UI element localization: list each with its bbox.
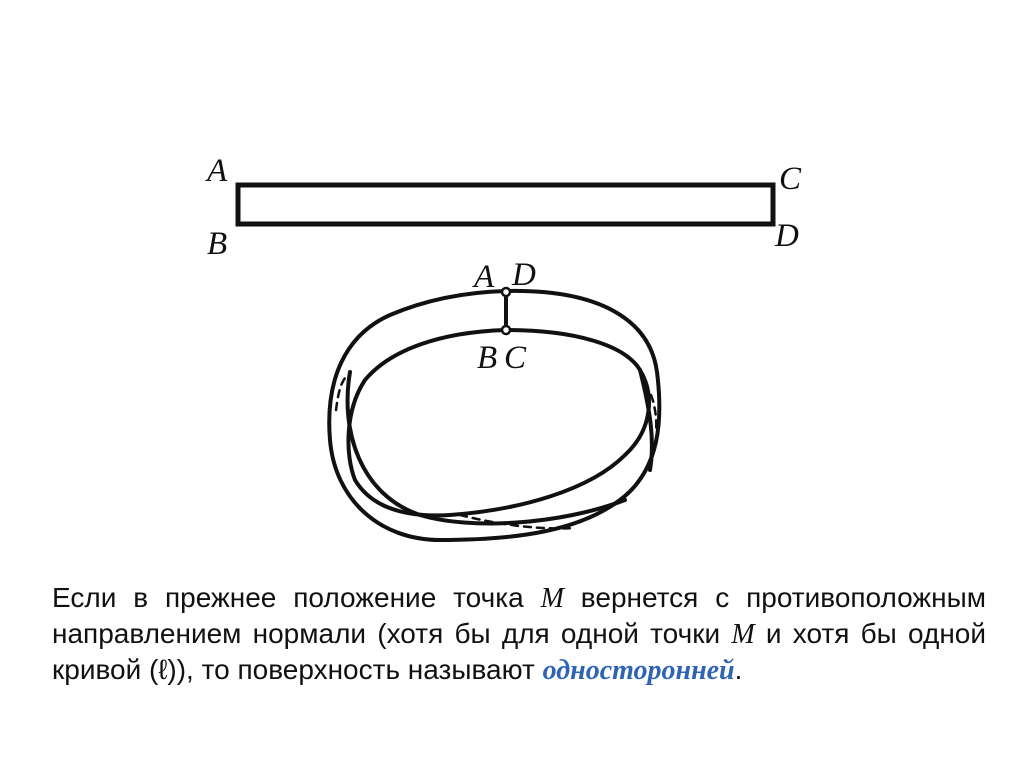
ring-point-bc (502, 326, 510, 334)
label-strip-c: C (779, 161, 802, 197)
caption-part-2: вернется с противоположным направлением нормали (хотя бы для одной точки (52, 582, 986, 649)
ring-point-ad (502, 288, 510, 296)
flat-strip (238, 185, 773, 224)
ring-inner-edge (348, 330, 649, 515)
label-ring-d: D (512, 257, 536, 293)
caption-part-3: и хотя бы одной кривой (ℓ)), то поверхность называют (52, 618, 986, 685)
mobius-ring (329, 288, 659, 540)
label-strip-b: B (207, 226, 228, 262)
caption-part-1: Если в прежнее положение точка (52, 582, 541, 613)
label-ring-c: C (504, 340, 527, 376)
label-ring-b: B (477, 340, 498, 376)
definition-text (52, 580, 986, 688)
label-strip-d: D (775, 218, 799, 254)
caption-point-m-1: M (540, 583, 564, 614)
ring-twist-band (348, 372, 625, 523)
label-strip-a: A (207, 153, 228, 189)
term-one-sided: односторонней (542, 655, 735, 686)
label-ring-a: A (474, 259, 495, 295)
ring-hidden-edge-2 (336, 378, 345, 410)
caption-point-m-2: M (731, 619, 755, 650)
caption-part-4: . (734, 654, 743, 685)
